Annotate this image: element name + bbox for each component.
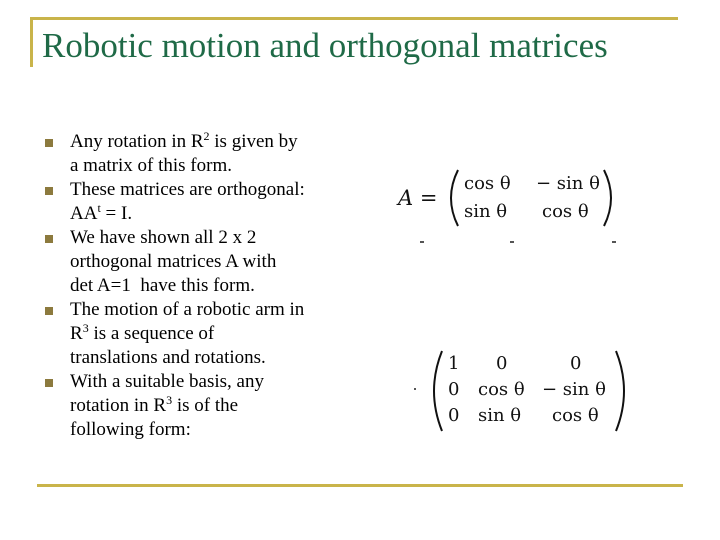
matrix-2x2-cell: cos θ xyxy=(464,173,511,194)
bullet-line xyxy=(70,178,340,202)
matrix-3x3-cell: − sin θ xyxy=(542,379,606,400)
bullet-text: is given by xyxy=(209,131,298,152)
bullet-text: det A=1 have this form. xyxy=(70,275,255,296)
bullet-line xyxy=(70,370,340,394)
bullet-text: a matrix of this form. xyxy=(70,155,232,176)
bullet-line xyxy=(70,394,340,418)
bullet-item xyxy=(40,226,340,298)
slide-frame-left-rule xyxy=(30,17,33,67)
matrix-2x2-label: A = xyxy=(398,186,438,210)
superscript: 3 xyxy=(82,321,89,335)
bullet-line xyxy=(70,346,340,370)
superscript: 3 xyxy=(166,393,173,407)
bullet-item xyxy=(40,178,340,226)
bullet-text: The motion of a robotic arm in xyxy=(70,299,305,320)
matrix-3x3-cell: sin θ xyxy=(478,405,522,426)
bullet-text: translations and rotations. xyxy=(70,347,266,368)
bullet-line xyxy=(70,418,340,442)
bullet-text: We have shown all 2 x 2 xyxy=(70,227,257,248)
matrix-3x3-cell: 1 xyxy=(448,353,460,374)
bullet-line xyxy=(70,154,340,178)
matrix-2x2-right-bracket xyxy=(604,170,611,226)
bullet-line xyxy=(70,298,340,322)
slide-frame-bottom-rule xyxy=(37,484,683,487)
matrix-3x3-cell: 0 xyxy=(496,353,508,374)
bullet-line xyxy=(70,226,340,250)
bullet-line xyxy=(70,202,340,226)
bullet-text: With a suitable basis, any xyxy=(70,371,264,392)
bullet-text: is of the xyxy=(172,395,239,416)
square-bullet-icon xyxy=(45,307,53,315)
matrix-3x3-cell: cos θ xyxy=(478,379,525,400)
bullet-text: These matrices are orthogonal: xyxy=(70,179,305,200)
matrix-3x3-graphic xyxy=(412,347,628,435)
bullet-list xyxy=(40,130,340,442)
matrix-2x2-cell: − sin θ xyxy=(536,173,600,194)
bullet-line xyxy=(70,130,340,154)
superscript: t xyxy=(97,201,101,215)
slide-frame-top-rule xyxy=(30,17,678,20)
matrix-3x3-cell: 0 xyxy=(448,405,460,426)
matrix-2x2-cell: sin θ xyxy=(464,201,508,222)
matrix-2x2-graphic xyxy=(396,166,616,230)
square-bullet-icon xyxy=(45,187,53,195)
matrix-3x3-cell: 0 xyxy=(448,379,460,400)
bullet-line xyxy=(70,250,340,274)
bullet-text: is a sequence of xyxy=(88,323,215,344)
decorative-dots xyxy=(420,238,620,246)
matrix-3x3-right-bracket xyxy=(616,351,624,431)
bullet-text: rotation in R xyxy=(70,395,167,416)
bullet-item xyxy=(40,298,340,370)
bullet-item xyxy=(40,130,340,178)
rotation-matrix-2x2 xyxy=(396,166,616,230)
decorative-dot xyxy=(414,388,416,390)
bullet-line xyxy=(70,274,340,298)
matrix-2x2-left-bracket xyxy=(451,170,458,226)
square-bullet-icon xyxy=(45,235,53,243)
bullet-text: Any rotation in R xyxy=(70,131,204,152)
bullet-text: R xyxy=(70,323,83,344)
bullet-text: = I. xyxy=(100,203,133,224)
superscript: 2 xyxy=(203,129,210,143)
matrix-3x3-cell: 0 xyxy=(570,353,582,374)
bullet-text: following form: xyxy=(70,419,191,440)
matrix-3x3-left-bracket xyxy=(434,351,442,431)
square-bullet-icon xyxy=(45,139,53,147)
bullet-text: AA xyxy=(70,203,98,224)
rotation-matrix-3x3 xyxy=(412,347,628,435)
bullet-item xyxy=(40,370,340,442)
bullet-text: orthogonal matrices A with xyxy=(70,251,277,272)
slide-title: Robotic motion and orthogonal matrices xyxy=(42,26,608,65)
matrix-2x2-cell: cos θ xyxy=(542,201,589,222)
square-bullet-icon xyxy=(45,379,53,387)
bullet-line xyxy=(70,322,340,346)
matrix-3x3-cell: cos θ xyxy=(552,405,599,426)
